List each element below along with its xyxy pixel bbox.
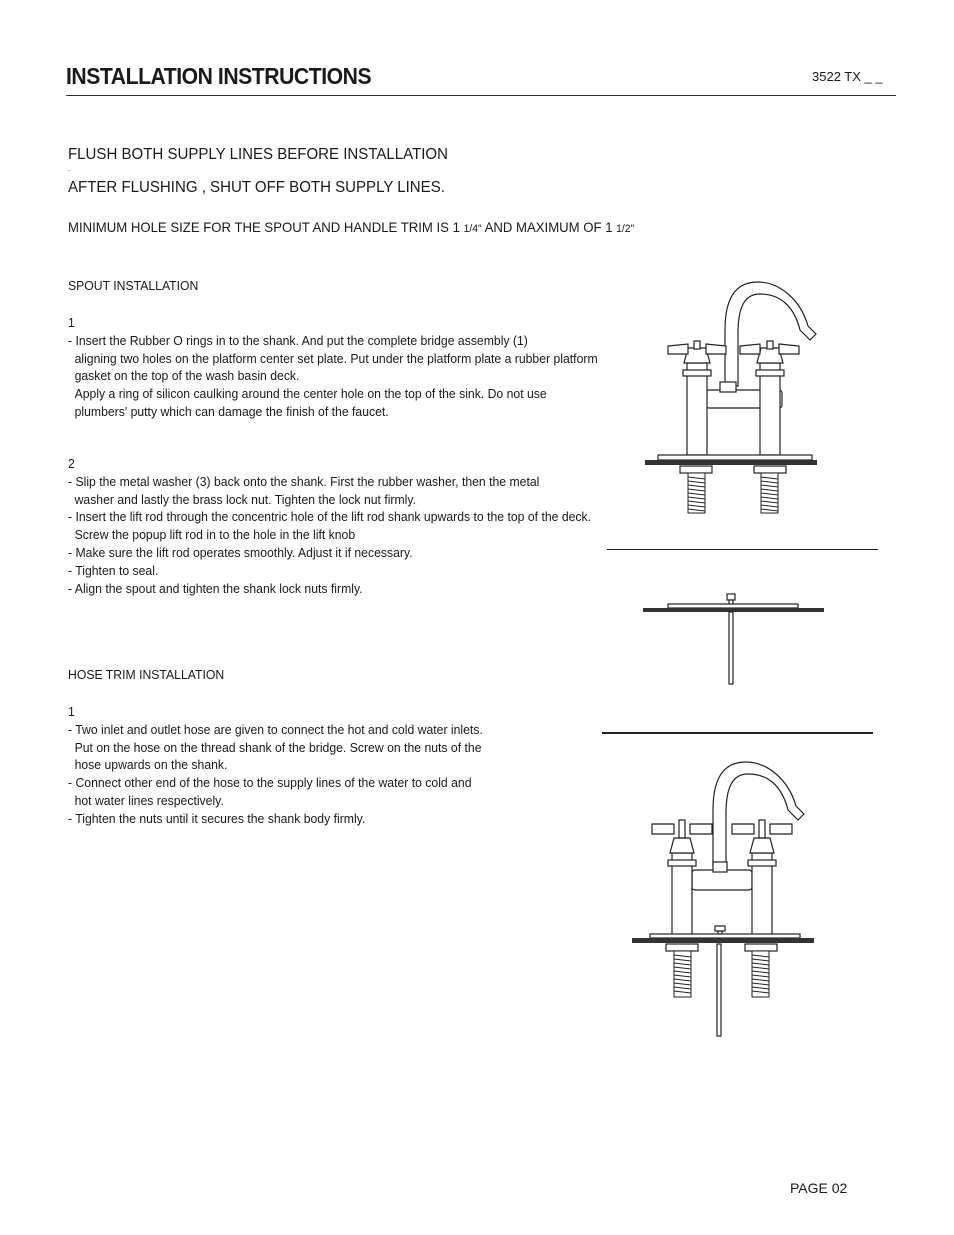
header-rule [66, 95, 896, 96]
section-divider [607, 549, 878, 550]
section-divider [602, 732, 873, 734]
page-number: PAGE 02 [790, 1180, 848, 1196]
step-line: - Insert the Rubber O rings in to the shank. And put the complete bridge assembly (1) [68, 332, 528, 348]
shutoff-note: AFTER FLUSHING , SHUT OFF BOTH SUPPLY LINES. [68, 179, 445, 196]
step-line: plumbers' putty which can damage the finish of the faucet. [74, 403, 389, 419]
model-number: 3522 TX _ _ [812, 69, 883, 84]
spout-step-1 [68, 314, 598, 421]
step-line: - Slip the metal washer (3) back onto the shank. First the rubber washer, then the metal [68, 473, 540, 489]
step-number: 2 [68, 456, 75, 471]
step-number: 1 [68, 315, 75, 330]
step-number: 1 [68, 704, 75, 719]
step-line: - Align the spout and tighten the shank lock nuts firmly. [68, 580, 363, 596]
step-line: - Tighten the nuts until it secures the shank body firmly. [68, 810, 366, 826]
step-line: Apply a ring of silicon caulking around the center hole on the top of the sink. Do not use [74, 386, 547, 402]
step-line: - Connect other end of the hose to the supply lines of the water to cold and [68, 775, 472, 791]
step-line: aligning two holes on the platform center set plate. Put under the platform plate a rubber platform [74, 350, 598, 366]
step-line: Put on the hose on the thread shank of the bridge. Screw on the nuts of the [74, 739, 482, 755]
stray-dot: . [68, 164, 71, 173]
step-line: washer and lastly the brass lock nut. Tighten the lock nut firmly. [74, 491, 417, 507]
hose-installation-heading: HOSE TRIM INSTALLATION [68, 667, 225, 682]
flush-note: FLUSH BOTH SUPPLY LINES BEFORE INSTALLATION [68, 146, 448, 163]
step-line: Screw the popup lift rod in to the hole in the lift knob [74, 527, 356, 543]
hose-step-1 [68, 703, 483, 828]
step-line: hose upwards on the shank. [74, 757, 228, 773]
step-line: - Make sure the lift rod operates smoothly. Adjust it if necessary. [68, 544, 413, 560]
step-line: - Two inlet and outlet hose are given to connect the hot and cold water inlets. [68, 721, 483, 737]
spout-installation-heading: SPOUT INSTALLATION [68, 278, 199, 293]
spout-step-2 [68, 455, 591, 597]
lift-rod-illustration [640, 590, 830, 690]
step-line: - Tighten to seal. [68, 562, 159, 578]
hole-size-note: MINIMUM HOLE SIZE FOR THE SPOUT AND HANDLE TRIM IS 1 1/4" AND MAXIMUM OF 1 1/2" [68, 219, 635, 235]
step-line: - Insert the lift rod through the concentric hole of the lift rod shank upwards to the top of the deck. [68, 509, 592, 525]
page-title: INSTALLATION INSTRUCTIONS [66, 63, 372, 89]
complete-faucet-assembly-illustration [628, 758, 818, 1043]
step-line: hot water lines respectively. [74, 792, 224, 808]
step-line: gasket on the top of the wash basin deck. [74, 368, 300, 384]
bridge-faucet-illustration [640, 278, 830, 518]
